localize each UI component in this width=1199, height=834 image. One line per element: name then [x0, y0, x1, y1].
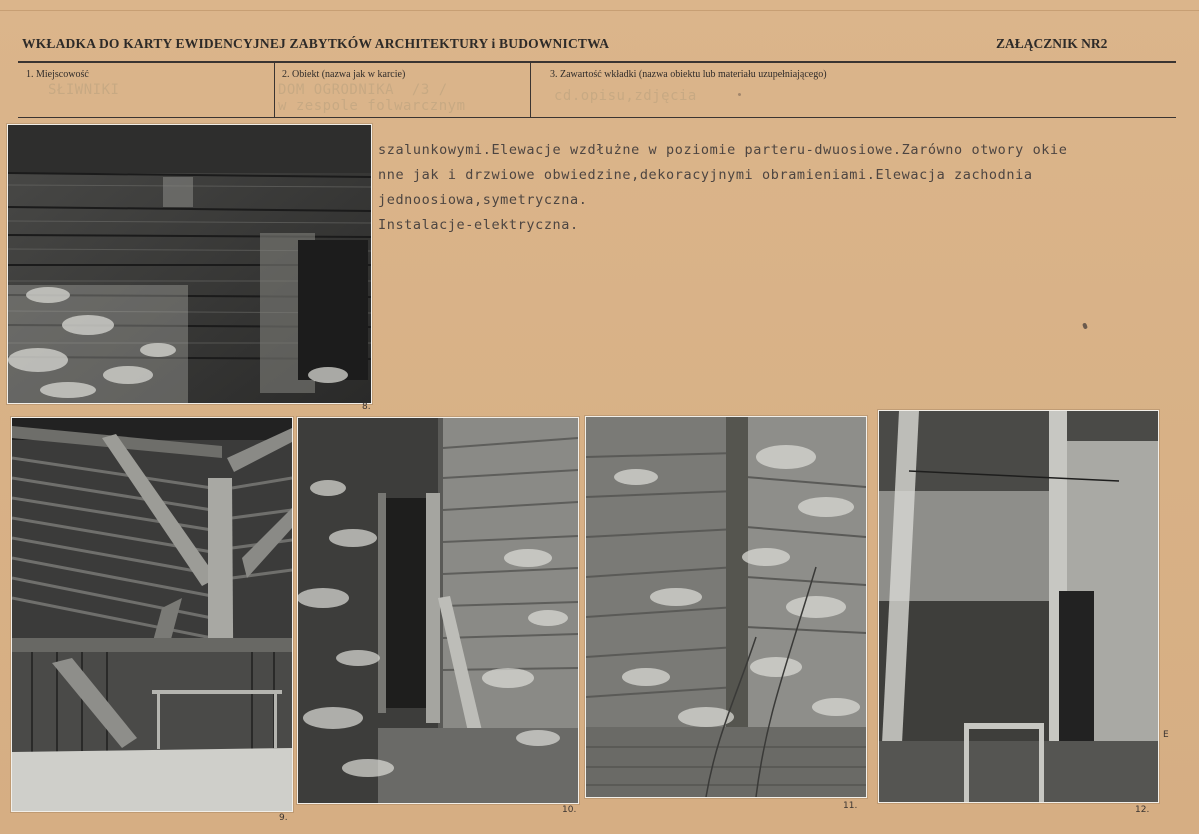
edge-mark: E	[1163, 730, 1169, 740]
header-bottom-rule	[18, 117, 1176, 118]
paper-speck	[738, 93, 742, 97]
contents-label: 3. Zawartość wkładki (nazwa obiektu lub materiału uzupełniającego)	[550, 69, 827, 80]
photo-number: 12.	[1135, 805, 1150, 815]
field-divider-1	[274, 63, 275, 117]
annex-number: ZAŁĄCZNIK NR2	[996, 36, 1108, 51]
photo-number: 8.	[362, 402, 371, 412]
field-divider-2	[530, 63, 531, 117]
description-text	[378, 138, 1178, 238]
contents-value: cd.opisu,zdjęcia	[554, 88, 697, 104]
photo-number: 11.	[843, 801, 858, 811]
photo-8-log-wall	[7, 124, 372, 404]
object-label: 2. Obiekt (nazwa jak w karcie)	[282, 69, 406, 80]
object-value-line2: w zespole folwarcznym	[278, 98, 466, 114]
description-line: Instalacje-elektryczna.	[378, 217, 579, 233]
card-top-edge	[0, 10, 1199, 11]
description-line: szalunkowymi.Elewacje wzdłużne w poziomie parteru-dwuosiowe.Zarówno otwory okie	[378, 142, 1068, 158]
description-line: jednoosiowa,symetryczna.	[378, 192, 588, 208]
description-line: nne jak i drzwiowe obwiedzine,dekoracyjnymi obramieniami.Elewacja zachodnia	[378, 167, 1033, 183]
photo-11-log-corner	[585, 416, 867, 798]
locality-value: SŁIWNIKI	[48, 82, 120, 98]
photo-12-stove	[878, 410, 1159, 803]
locality-label: 1. Miejscowość	[26, 69, 89, 80]
photo-10-doorway	[297, 417, 579, 804]
photo-number: 9.	[279, 813, 288, 823]
photo-9-attic	[11, 417, 293, 812]
card-title: WKŁADKA DO KARTY EWIDENCYJNEJ ZABYTKÓW ARCHITEKTURY i BUDOWNICTWA	[22, 36, 610, 51]
photo-number: 10.	[562, 805, 577, 815]
header-top-rule	[18, 61, 1176, 63]
paper-speck	[1082, 322, 1088, 329]
object-value-line1: DOM OGRODNIKA /3 /	[278, 82, 448, 98]
